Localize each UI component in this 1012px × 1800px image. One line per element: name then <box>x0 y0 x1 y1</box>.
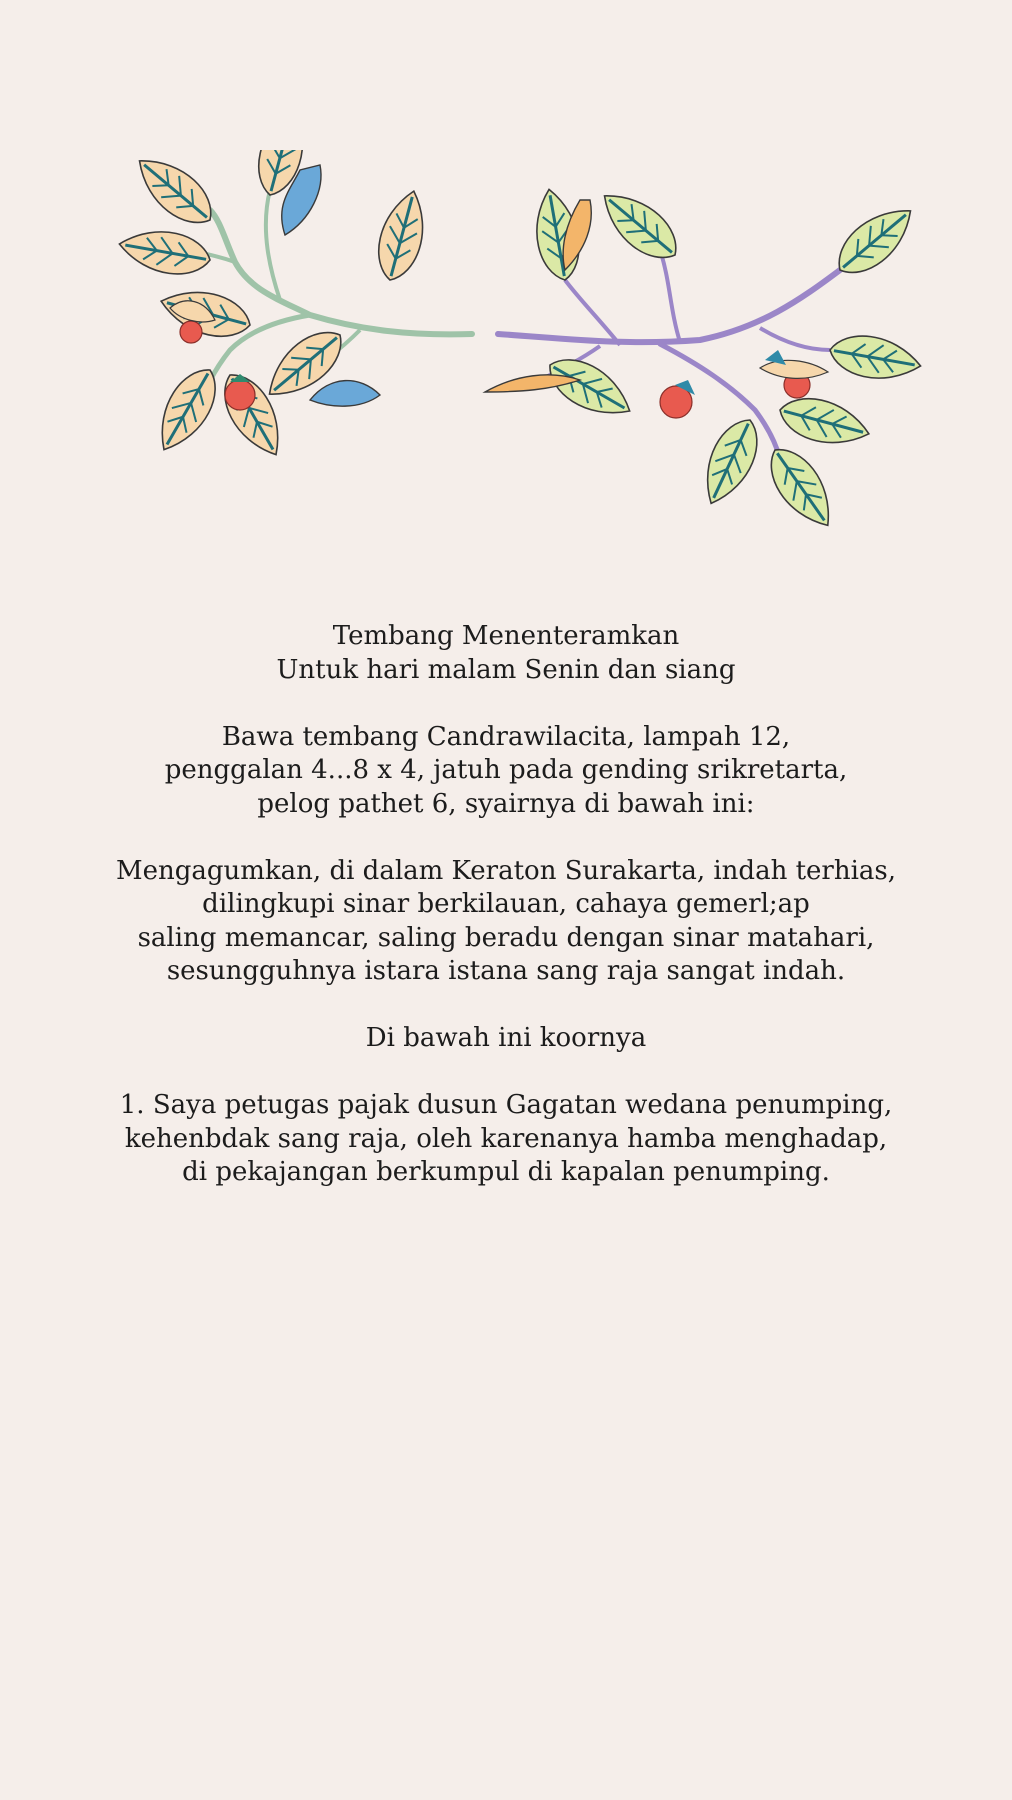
left-branch <box>116 150 472 465</box>
choir-stanza <box>0 1089 1012 1190</box>
verse-stanza <box>0 855 1012 989</box>
verse-line: Mengagumkan, di dalam Keraton Surakarta, indah terhias, <box>115 855 897 886</box>
subtitle-line: Untuk hari malam Senin dan siang <box>276 654 736 685</box>
title-line: Tembang Menenteramkan <box>332 621 680 651</box>
choir-heading <box>0 1022 1012 1056</box>
verse-line: sesungguhnya istara istana sang raja sangat indah. <box>166 956 846 986</box>
heading <box>0 620 1012 687</box>
choir-heading-line: Di bawah ini koornya <box>365 1023 647 1053</box>
choir-line: kehenbdak sang raja, oleh karenanya hamba menghadap, <box>124 1123 888 1154</box>
lyrics-text <box>0 620 1012 1223</box>
intro-line: pelog pathet 6, syairnya di bawah ini: <box>257 788 755 819</box>
intro-line: Bawa tembang Candrawilacita, lampah 12, <box>221 721 791 752</box>
verse-line: dilingkupi sinar berkilauan, cahaya gemerl;ap <box>202 889 810 919</box>
intro-line: penggalan 4...8 x 4, jatuh pada gending srikretarta, <box>164 755 848 785</box>
choir-line: 1. Saya petugas pajak dusun Gagatan wedana penumping, <box>119 1090 893 1120</box>
intro-stanza <box>0 721 1012 822</box>
floral-branches-illustration <box>60 150 970 620</box>
verse-line: saling memancar, saling beradu dengan sinar matahari, <box>137 922 875 953</box>
right-branch <box>485 180 924 537</box>
choir-line: di pekajangan berkumpul di kapalan penumping. <box>182 1157 830 1187</box>
